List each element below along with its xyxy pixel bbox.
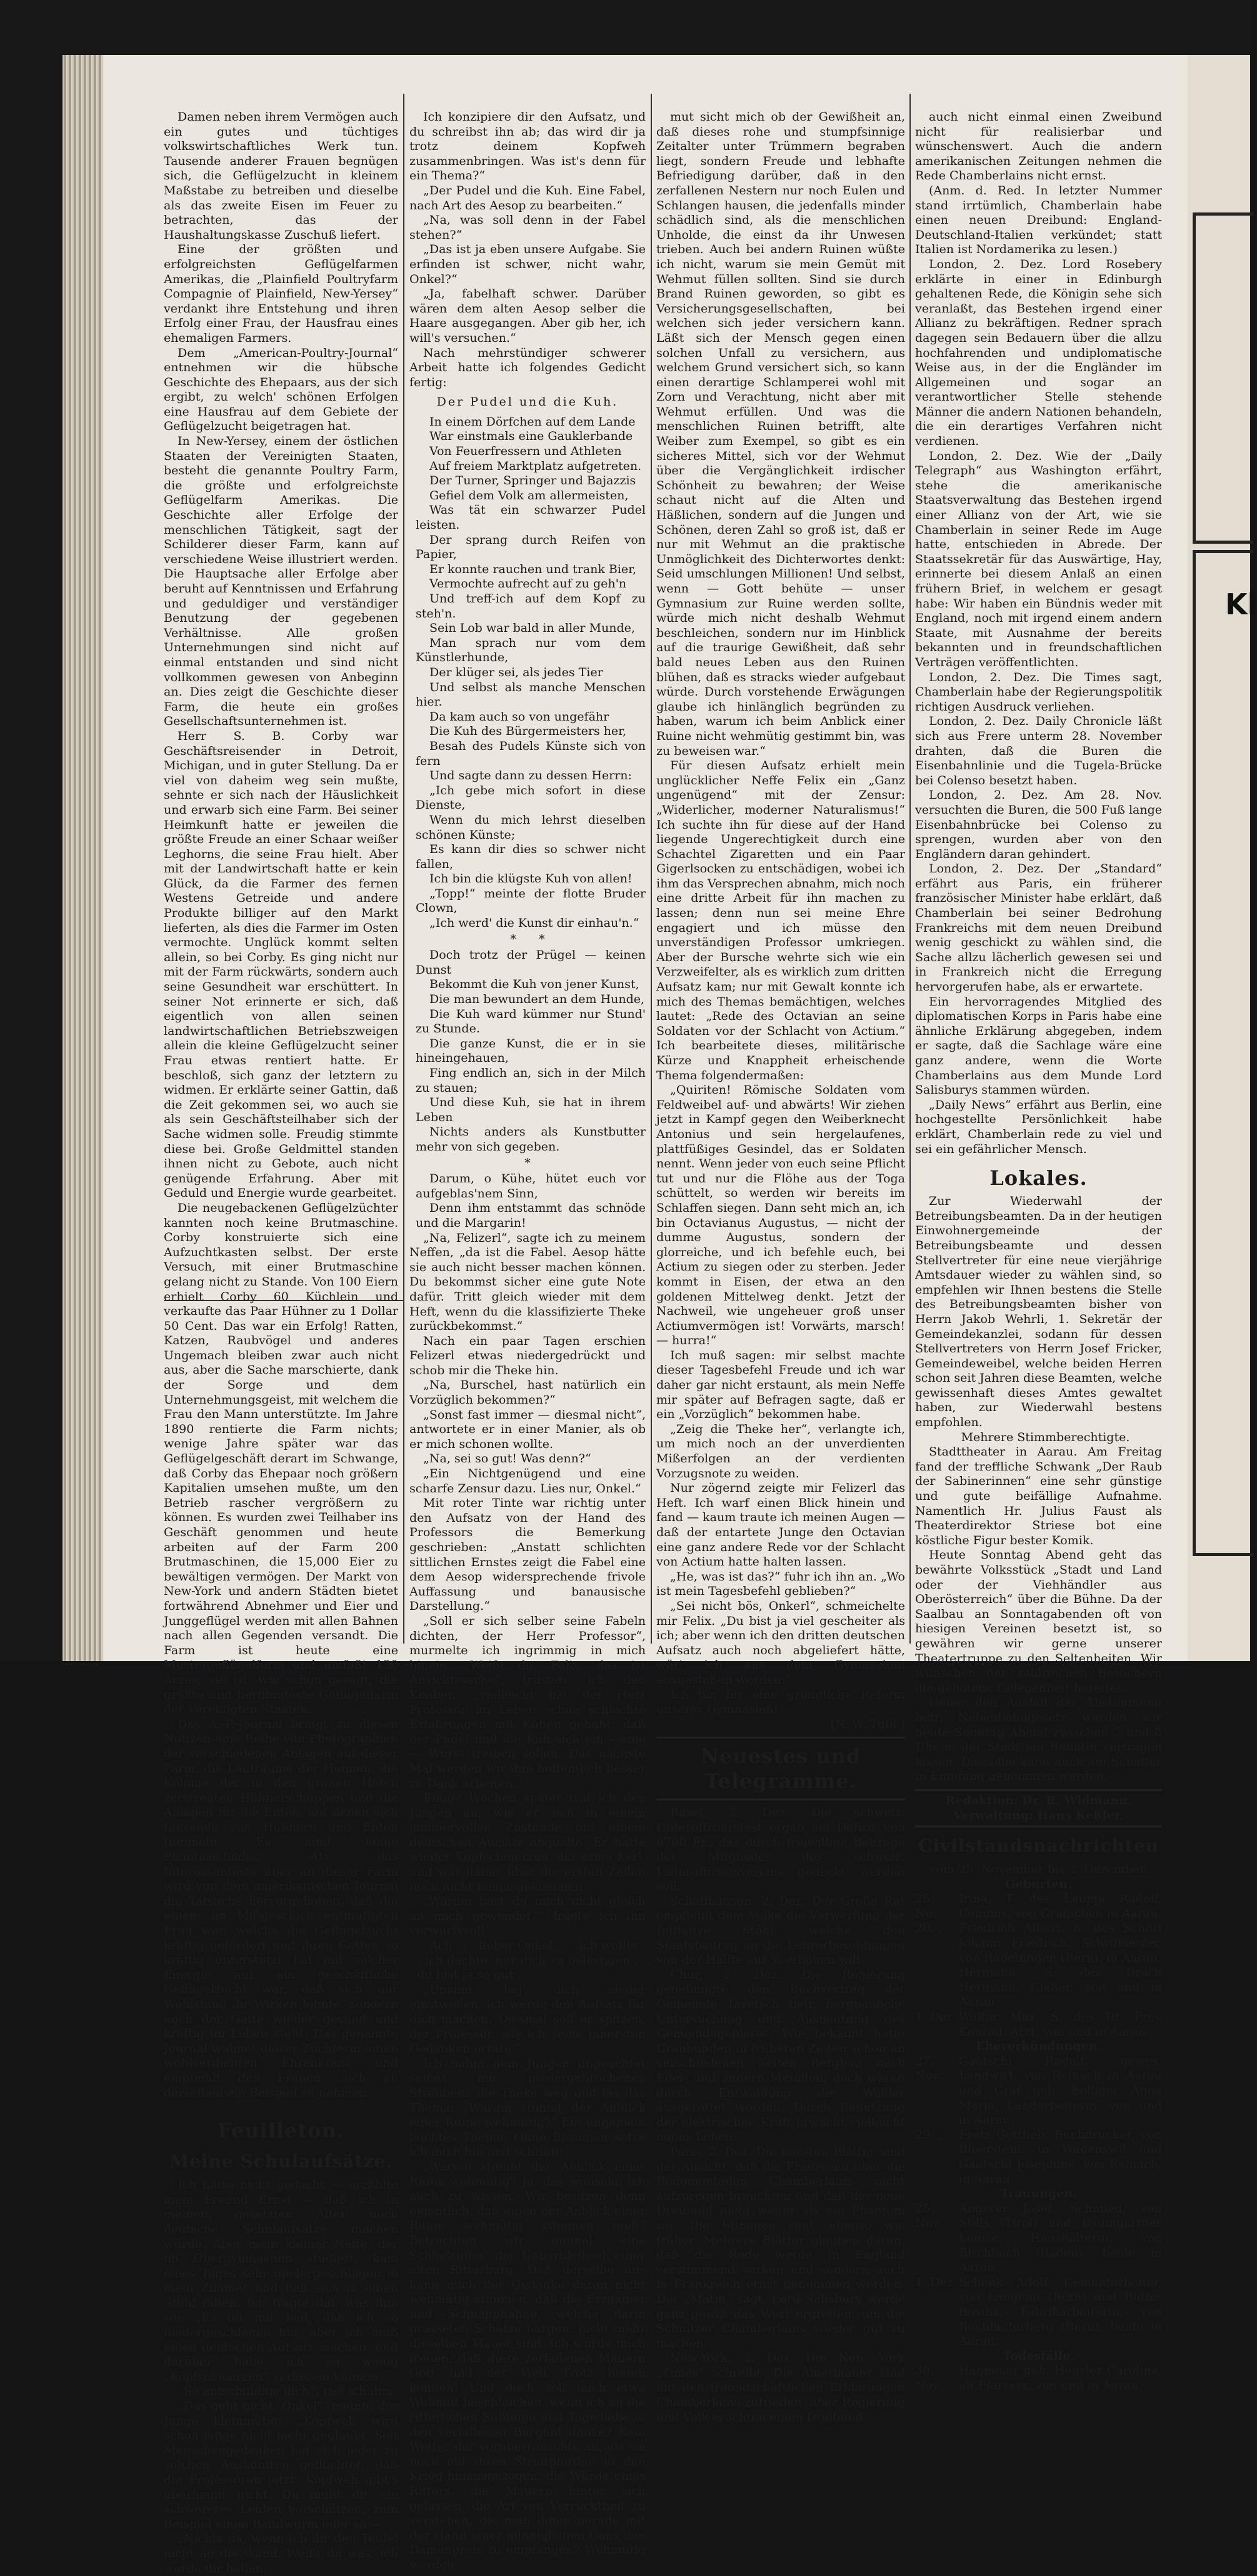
civil-text: Schenk Adolf, Cementarbeiter, von Langnau (Bern) und Butler Rosina, Fabrikarbeiterin, von Buchholterberg (Bern), beide in Aarau. bbox=[959, 2275, 1162, 2349]
marriage-announcements-heading: Eheverkündungen. bbox=[975, 2039, 1102, 2054]
poem-line: Die Kuh des Bürgermeisters her, bbox=[429, 724, 627, 739]
civil-date: 27. Nov. bbox=[915, 2054, 942, 2083]
paragraph: Eine der größten und erfolgreichsten Geflügelfarmen Amerikas, die „Plainfield Poultryfarm Compagnie of Plainfield, New-Yersey“ verdankt ihre Entstehung und ihren Erfolg einer Frau, der Hausfrau eines ehemaligen Farmers. bbox=[164, 242, 398, 345]
paragraph: Nach mehrstündiger schwerer Arbeit hatte ich folgendes Gedicht fertig: bbox=[409, 346, 646, 389]
civil-entry bbox=[915, 2364, 1162, 2393]
poem-line: „Ich werd' die Kunst dir einhau'n.“ bbox=[429, 916, 639, 931]
poem-line: Da kam auch so von ungefähr bbox=[429, 709, 609, 724]
paragraph: Ich konzipiere dir den Aufsatz, und du schreibst ihn ab; das wird dir ja trotz deinem Kopfweh zusammenbringen. Was ist's denn für ein Thema?“ bbox=[409, 110, 646, 183]
civil-entry bbox=[915, 2010, 1162, 2039]
paragraph: Dem „American-Poultry-Journal“ entnehmen wir die hübsche Geschichte des Ehepaars, aus der sich ergibt, zu welch' schönen Erfolgen eine Hausfrau auf dem Gebiete der Geflügelzucht beigetragen hat. bbox=[164, 346, 398, 434]
paragraph: „Das ist ja eben unsere Aufgabe. Sie erfinden ist schwer, nicht wahr, Onkel?“ bbox=[409, 242, 646, 286]
news-item: London, 2. Dez. Lord Rosebery erklärte in einer in Edinburgh gehaltenen Rede, die Königin sehe sich veranlaßt, das Bestehen irgend einer Allianz zu bekräftigen. Redner sprach dagegen sein Bedauern über die allzu hochfahrenden und undiplomatische Weise aus, in der die Engländer im Allgemeinen und sogar an verantwortlicher Stelle stehende Männer die andern Nationen behandeln, die ein derartiges Verfahren nicht verdienen. bbox=[915, 257, 1162, 449]
editor-line: Redaktion: Dr. R. Widmann. bbox=[945, 1793, 1132, 1807]
news-item: London, 2. Dez. Wie der „Daily Telegraph“ aus Washington erfährt, stehe die amerikanische Staatsverwaltung das Bestehen irgend einer Allianz von der Art, wie sie Chamberlain in seiner Rede im Auge hatte, entschieden in Abrede. Der Staatssekretär für das Auswärtige, Hay, erinnerte bei diesem Anlaß an einen frühern Brief, in welchem er gesagt habe: Wir haben ein Bündnis weder mit England, noch mit irgend einem andern Staate, mit Ausnahme der bereits bekannten und in freundschaftlichen Verträgen veröffentlichten. bbox=[915, 449, 1162, 669]
poem-line: Besah des Pudels Künste sich von fern bbox=[416, 739, 646, 768]
paragraph: „Nichts da; wenn ich dir den Teufel nicht an die Wand. Weißt du was, ich werde dir helfen. bbox=[164, 2532, 398, 2575]
news-item: Paris, 2. Dez. Die meisten Blätter sind der Ansicht, daß die Franzosen über die Rodomontaden Chamberlains nicht aufzuregen brauchten und daß der neue Dreibund nicht weiter als ein Phantom sei. Die Stimmen sind, ebenso wie früher. Mehrere Blätter glauben daran, daß die Rede werde in England verstimmend wirken und sondern auch in Frankreich ernst genommen werden. Der „Matin“ sagt, Lord Salisbury werde ganz gewiß das Wort ergreifen, um die Schnitzer Chamberlains wieder gut zu machen. bbox=[656, 2144, 905, 2350]
civil-text: Irma, T. des Läuppi Rudolf, Commis, von Gränichen in Aarau. bbox=[959, 1892, 1162, 1920]
civil-date: 1. Dez. bbox=[915, 2275, 957, 2289]
civil-entry bbox=[915, 2128, 1162, 2187]
news-item: auch nicht einmal einen Zweibund nicht für realisierbar und wünschenswert. Auch die andern amerikanischen Zeitungen nehmen die Rede Chamberlains nicht ernst. bbox=[915, 110, 1162, 183]
poem-line: Es kann dir dies so schwer nicht fallen, bbox=[416, 842, 646, 871]
local-signature: Mehrere Stimmberechtigte. bbox=[961, 1430, 1130, 1444]
poem-title: Der Pudel und die Kuh. bbox=[436, 395, 619, 409]
poem-line: Der klüger sei, als jedes Tier bbox=[429, 665, 603, 679]
feuilleton-heading: Feuilleton. bbox=[218, 2119, 344, 2143]
weddings-heading: Trauungen. bbox=[1000, 2187, 1077, 2201]
news-item: London, 2. Dez. Am 28. Nov. versuchten die Buren, die 500 Fuß lange Eisenbahnbrücke bei Colenso zu sprengen, wurden aber von den Engländern daran gehindert. bbox=[915, 788, 1162, 861]
next-page-word: Kl bbox=[1225, 587, 1257, 621]
paragraph: Ich nahm dem Jungen ungeachtet seines mir niedergebrochenen Sträubens die Theke weg und las das Thema: „Warum stimmt der Anblick einer Ruine wehmütig?“ Ein ungemein leichtes Thema. Ohne Besinnen setze ich mich hin und schrieb: bbox=[409, 2056, 646, 2159]
paragraph: Ich muß sagen: mir selbst machte dieser Tagesbefehl Freude und ich war daher gar nicht erstaunt, als mein Neffe mir später auf Befragen sagte, daß er ein „Vorzüglich“ bekommen habe. bbox=[656, 1348, 905, 1422]
poem-line: Und sagte dann zu dessen Herrn: bbox=[429, 769, 632, 783]
news-item: „Daily News“ erfährt aus Berlin, eine hochgestellte Persönlichkeit habe erklärt, Chamberlain rede zu viel und sei ein gefährlicher Mensch. bbox=[915, 1097, 1162, 1156]
paragraph: Das A.-P.-Journal bringt zu diesen Notizen eine Reihe von Photographien der verschiedenen Anlagen auf dieser Farm, die Laufräume der Hennen, die Kolonie der in den großen Höfen zerstreuten Hühnerschuppen und die Anlagen für die Enten, auf denen sich tausende von Hühnern und Enten tummeln. Es sind keine Phantasiebilder. Als das Interessanteste aber an dieser Farm wird von dem amerikanischen Journal die Tatsache hervorgehoben, daß die einem im Mißgeschick entmutigten Frau war, welche die Geflügelzucht kräftig gefördert und ihren Gatten so kräftig unterstützt hat mit solcher Energie auf ein geschäftliche Geflügelzucht war, daß sich nur Wohlstand ihr Wirken lohnte, sondern auch der Gatte wieder gesund und kräftig im Leben steht. Das genannte Journal widmet dieser Züchterin einen wohlverdienten Ehrenkranz und empfiehlt den Frauen, sich an derselben ein Beispiel zu nehmen. bbox=[164, 1717, 398, 2100]
paragraph: Nach ein paar Tagen erschien Felizerl etwas niedergedrückt und schob mir die Theke hin. bbox=[409, 1334, 646, 1377]
paragraph: Mit roter Tinte war richtig unter den Aufsatz von der Hand des Professors die Bemerkung geschrieben: „Anstatt schlichten sittlichen Ernstes zeigt die Fabel eine dem Aesop widersprechende frivole Auffassung und banausische Darstellung.“ bbox=[409, 1496, 646, 1614]
poem-line: Die ganze Kunst, die er in sie hineingehauen, bbox=[416, 1036, 646, 1066]
poem-line: Doch trotz der Prügel — keinen Dunst bbox=[416, 948, 646, 977]
paragraph: „Soll er sich selber seine Fabeln dichten, der Herr Professor“, murmelte ich ingrimmig in mich hinein. „Weißt du, Felix, das ist Ansichtssache“, tröstete ich den Knaben, „vielleicht hat der Herr Professor im Leben schon schlechte Erfahrungen mit Kühen gehabt, daß der Pudel und die Kuh sich ein – eine — Wurst treiben sollen. Das nächste Mal werden wir ihm hoffentlich besser zu Dank arbeiten.“ bbox=[409, 1614, 646, 1790]
paragraph: „Unsinn, leg' dich nieder einstweilen, ich werde den Aufsatz für dich machen. Diesmal soll er spitzen, der Professor, wie ich seine innersten Gedanken errate.“ bbox=[409, 1982, 646, 2056]
news-item: Schaffhausen, 2. Dez. Der Große Rat empfiehlt dem Volke die Verwerfung der Initiative Stöhl, welche den Staatsbeitrag an die Lehrerbesoldungen von der Hälfte auf ¾ erhöhen will. bbox=[656, 1894, 905, 1967]
lokales-heading: Lokales. bbox=[989, 1166, 1088, 1191]
poem-line: Man sprach nur vom dem Künstlerhunde, bbox=[416, 636, 646, 665]
civil-date: 25. Nov. bbox=[915, 1892, 942, 1920]
civil-text: Fretz Gottlieb, Buchdrucker, von Biberstein, in Wädenswil und Gautschi Josephine, von Reinach, in Aarau. bbox=[959, 2127, 1162, 2186]
poem-line: Und selbst als manche Menschen hier. bbox=[416, 680, 646, 709]
civil-date: 25. Nov. bbox=[915, 2201, 942, 2230]
poem-line: In einem Dörfchen auf dem Lande bbox=[429, 414, 636, 429]
local-item: Stadttheater in Aarau. Am Freitag fand der treffliche Schwank „Der Raub der Sabinerinnen“ eine sehr günstige und gute beifällige Aufnahme. Namentlich Hr. Julius Faust als Theaterdirektor Striese bot eine köstliche Figur bester Komik. bbox=[915, 1445, 1162, 1547]
poem-line: Was tät ein schwarzer Pudel leisten. bbox=[416, 503, 646, 532]
civil-date: „ „ bbox=[915, 1965, 931, 1980]
paragraph: „Na, sei so gut! Was denn?“ bbox=[423, 1452, 591, 1466]
poem-line: Ich bin die klügste Kuh von allen! bbox=[429, 872, 633, 886]
paragraph: „Quiriten! Römische Soldaten vom Feldweibel auf- und abwärts! Wir ziehen jetzt in Kampf gegen den Weiberknecht Antonius und sein hergelaufenes, plattfüßiges Gesindel, das er Soldaten nennt. Wenn jeder von euch seine Pflicht tut und nur die Flöhe aus der Toga schüttelt, so werden wir bereits im Schlaffen siegen. Dann seht mich an, ich bin Octavianus Augustus, — nicht der dumme Augustus, sondern der glorreiche, und ich befehle euch, bei Actium zu siegen oder zu sterben. Jeder kommt in Eisen, der etwa an den goldenen Mittelweg denkt. Jetzt der Nachweil, wie ungeheuer groß unser Actiumvermögen ist! Vorwärts, marsch! — hurra!“ bbox=[656, 1083, 905, 1348]
stanza-divider: * bbox=[524, 1156, 531, 1170]
paragraph: „Ja, fabelhaft schwer. Darüber wären dem alten Aesop selber die Haare ausgegangen. Aber gib her, ich will's versuchen.“ bbox=[409, 287, 646, 345]
paragraph: Die neugebackenen Geflügelzüchter kannten noch keine Brutmaschine. Corby konstruierte sich eine Aufzuchtkasten selbst. Der erste Versuch, mit einer Brutmaschine gelang nicht zu Stande. Von 100 Eiern erhielt Corby 60 Küchlein und verkaufte das Paar Hühner zu 1 Dollar 50 Cent. Das war ein Erfolg! Ratten, Katzen, Raubvögel und anderes Ungemach bleiben zwar auch nicht aus, aber die Sache marschierte, dank der Sorge und dem Unternehmungsgeist, mit welchem die Frau den Mann unterstützte. Im Jahre 1890 rentierte die Farm nichts; wenige Jahre später war das Geflügelgeschäft derart im Schwange, daß Corby das Ehepaar noch größern Kapitalien umsehen mußte, um den Betrieb rascher vergrößern zu können. Es wurden zwei Teilhaber ins Geschäft genommen und heute arbeiten auf der Farm 200 Brutmaschinen, die 15,000 Eier zu bewältigen vermögen. Der Markt von New-York und andern Städten bietet fortwährend Abnehmer und Eier und Junggeflügel werden mit allen Bahnen nach allen Gegenden versandt. Die Farm ist heute eine Mustergeflügelfarm und umfaßt 130 Acres; sie ist, wie schon gesagt, die größte und berühmteste Geflügelfarm der Vereinigten Staaten. bbox=[164, 1201, 398, 1717]
poem-line: Die man bewundert an dem Hunde, bbox=[429, 992, 645, 1007]
news-heading-box bbox=[656, 1737, 905, 1800]
civil-text: Gautschi Rudolf, gewes. Landwirt, von Reinach in Aarau und Graf geb. Bolliger Anna Maria, Landarbeiterin, von und in Aarau. bbox=[959, 2054, 1162, 2127]
paragraph: Nur zögernd zeigte mir Felizerl das Heft. Ich warf einen Blick hinein und fand — kaum traute ich meinen Augen — daß der entartete Junge den Octavian eine ganz andere Rede vor der Schlacht von Actium hatte halten lassen. bbox=[656, 1481, 905, 1569]
poem-line: „Topp!“ meinte der flotte Bruder Clown, bbox=[416, 886, 646, 916]
paragraph: „Das geht nicht, Onkel“, meinte der Junge kleinmütig; „Kopfweh wird schon lange nicht mehr geglaubt. Seit Menschengedenken hat sich jeder zu solchen Auskünften geflüchtet, daß die Professoren jetzt: Kopfweh gibt's überhaupt nicht. Du mußt dir ein schwereres Leiden vorschützen, zum Beispiel einen Bandwurm oder so — bbox=[164, 2399, 398, 2531]
column-2 bbox=[409, 110, 646, 2573]
poem-line: Er konnte rauchen und trank Bier, bbox=[429, 562, 637, 576]
paragraph: Ich bin für eine gründliche Reform unserer Gymnasien! bbox=[656, 1687, 905, 1717]
paragraph: „Warum hast du mich nicht gleich an mich gewendet?“ fragte ich ihn vorwurfsvoll. bbox=[409, 1894, 646, 1938]
column-rule bbox=[403, 94, 404, 1644]
civil-entry bbox=[915, 2275, 1162, 2349]
poem-line: Gefiel dem Volk am allermeisten, bbox=[429, 488, 629, 502]
civil-entry bbox=[915, 2054, 1162, 2128]
paragraph: „Ein Nichtgenügend und eine scharfe Zensur dazu. Lies nur, Onkel.“ bbox=[409, 1467, 646, 1495]
paragraph: Einige Wochen später traf ich den Jungen an, wie er sich in einem jammervollen Zustande mit einem deutschen Aufsatz abquälte. Er hatte wieder Kopfschmerzen, der arme Kerl, und war daher über die ersten Zeilen noch nicht hinausgekommen. bbox=[409, 1791, 646, 1894]
civil-entry bbox=[915, 1921, 1162, 1965]
poem-line: Wenn du mich lehrst dieselben schönen Künste; bbox=[416, 812, 646, 842]
poem-line: Sein Lob war bald in aller Munde, bbox=[429, 621, 635, 636]
news-item: New-York, 2. Dez. Die New York „Times“ schreibt: Die Amerikaner sind mit den freundschaftlichen Erklärungen Chamberlains zufrieden, aber Regierung und Volk erachten einen Dreibund bbox=[656, 2351, 905, 2424]
civil-text: Walter Max, S. des Dr. Frey Konrad, Arzt, von und in Aarau. bbox=[959, 2010, 1162, 2039]
news-item: Basel, 2. Dez. Die schweiz. Unteroffiziersfest ergab ein Defizit von 8700 Fr., das durch freiwillige Beiträge der Mitglieder des schweiz. Unteroffiziersvereins gedeckt werden soll. bbox=[656, 1805, 905, 1894]
poem-line: Nichts anders als Kunstbutter mehr von sich gegeben. bbox=[416, 1125, 646, 1154]
paragraph: Ich hätte nicht gedacht — erzählte mein Freund Ernst — daß ich in meinem gesetzten Alter noch deutsche Schulaufsätze machen würde. Aber mein kleiner Neffe, der im Obergymnasium studiert, kam eines Tages sehr niedergeschlagen in mein Zimmer und ließ sich in einen Stuhl fallen. Ich fragte ihn, was ihm sei. „Es tut mir leid, daß ich so niedergeschlagen bin, aber ich muß einen deutschen Aufsatz machen, und darüber habe ich so wenig „Kopfschmerzen“ verlassen können. bbox=[164, 2178, 398, 2384]
source-signature: (N. W. Tgbl.) bbox=[830, 1717, 905, 1731]
civil-entry bbox=[915, 1965, 1162, 2010]
poem-line: Denn ihm entstammt das schnöde und die Margarin! bbox=[416, 1201, 646, 1230]
poem-line: Auf freiem Marktplatz aufgetreten. bbox=[429, 459, 642, 473]
poem-line: Bekommt die Kuh von jener Kunst, bbox=[429, 977, 639, 992]
civil-date: 30. Nov. bbox=[915, 2364, 942, 2392]
column-rule bbox=[909, 94, 911, 1644]
paragraph: mut sicht mich ob der Gewißheit an, daß dieses rohe und stumpfsinnige Zeitalter unter Trümmern begraben liegt, sondern Freude und lebhafte Befriedigung darüber, daß in den zerfallenen Nestern nur noch Eulen und Schlangen hausen, die jedenfalls minder schädlich sind, als die menschlichen Unholde, die einst da ihr Unwesen trieben. Auch bei andern Ruinen wüßte ich nicht, warum sie mein Gemüt mit Wehmut füllen sollten. Sind sie durch Brand Ruinen geworden, so gibt es Versicherungsgesellschaften, bei welchen sich jeder versichern kann. Läßt sich der Mensch gegen einen solchen Unfall zu versichern, aus welchem Grund versichert sich, so kann einen derartige Schlamperei wohl mit Zorn und Verachtung, nicht aber mit Wehmut erfüllen. Und was die menschlichen Ruinen betrifft, alte Weiber zum Exempel, so gibt es ein sicheres Mittel, sich vor der Wehmut über die Vergänglichkeit irdischer Schönheit zu bewahren; der Weise schaut nicht auf die Alten und Häßlichen, sondern auf die Jungen und Schönen, deren Zahl so groß ist, daß er nur mit Wehmut an die praktische Unmöglichkeit des Dichterwortes denkt: Seid umschlungen Millionen! Und selbst, wenn — Gott behüte — unser Gymnasium zur Ruine werden sollte, würde mich nicht deshalb Wehmut beschleichen, sondern nur im Hinblick auf die traurige Gewißheit, daß sehr bald neues Leben aus den Ruinen blühen, daß es stracks wieder aufgebaut würde. Durch vorstehende Erwägungen glaube ich hinlänglich begründen zu haben, warum ich beim Anblick einer Ruine nicht wehmütig gestimmt bin, was zu beweisen war.“ bbox=[656, 110, 905, 758]
deaths-heading: Todesfälle. bbox=[1003, 2349, 1074, 2363]
poem-line: Von Feuerfressern und Athleten bbox=[429, 444, 622, 459]
poem-line: War einstmals eine Gauklerbande bbox=[429, 429, 633, 444]
civil-date: 26. „ bbox=[915, 1921, 944, 1935]
stanza-divider: * * bbox=[510, 932, 545, 946]
local-item: Heute Sonntag Abend geht das bewährte Volksstück „Stadt und Land oder der Viehhändler aus Oberösterreich“ über die Bühne. Da der Saalbau an Sonntagabenden oft von hiesigen Vereinen besetzt ist, so gewähren wir gerne unserer Theatertruppe zu den Seltenheiten. Wir wünschen der zahlreichen Besuchern die gebotene Gelegenheit bereitet. bbox=[915, 1548, 1162, 1695]
local-item: Zur Wiederwahl der Betreibungsbeamten. Da in der heutigen Einwohnergemeinde der Betreibungsbeamte und dessen Stellvertreter für eine neue vierjährige Amtsdauer wieder zu wählen sind, so empfehlen wir Ihnen bestens die Stelle des Betreibungsbeamten bisher von Herrn Jakob Wehrli, 1. Sekretär der Gemeindekanzlei, sodann für dessen Stellvertreters von Herrn Josef Fricker, Gemeindeweibel, welche beiden Herren schon seit Jahren diese Beamten, welche gewissenhaft dieses Amtes gewaltet haben, zur Wiederwahl bestens empfohlen. bbox=[915, 1194, 1162, 1430]
column-1 bbox=[164, 110, 398, 2576]
administration-line: Verwaltung: Hans Keßler. bbox=[953, 1808, 1124, 1822]
editorial-box bbox=[915, 1789, 1162, 1827]
next-page-ad-frame-2 bbox=[1193, 550, 1253, 1556]
news-item: London, 2. Dez. Die Times sagt, Chamberlain habe der Regierungspolitik richtigen Ausdruck verliehen. bbox=[915, 670, 1162, 714]
paragraph: In New-Yersey, einem der östlichen Staaten der Vereinigten Staaten, besteht die genannte Poultry Farm, die größte und erfolgreichste Geflügelfarm Amerikas. Die Geschichte aller Erfolge der menschlichen Tätigkeit, sagt der Schilderer dieser Farm, kann auf verschiedene Weise illustriert werden. Die Hauptsache aller Erfolge aber beruht auf Kenntnissen und Erfahrung und geduldiger und verständiger Benutzung der gegebenen Verhältnisse. Alle großen Unternehmungen sind nicht auf einmal entstanden und sind nicht vollkommen gewesen von Anbeginn an. Dies zeigt die Geschichte dieser Farm, die heute ein großes Gesellschaftsunternehmen ist. bbox=[164, 434, 398, 729]
column-rule bbox=[651, 94, 652, 1644]
civil-text: Hagnauer geb. Heusler Carolina, alt Pfarrers, von und in Aarau. bbox=[959, 2364, 1162, 2392]
poem-line: Vermochte aufrecht auf zu geh'n bbox=[429, 577, 627, 591]
poem-stanza-3 bbox=[409, 1172, 646, 1231]
poem-line: Und diese Kuh, sie hat in ihrem Leben bbox=[416, 1096, 646, 1124]
news-item: (Anm. d. Red. In letzter Nummer stand irrtümlich, Chamberlain habe einen neuen Dreibund: England-Deutschland-Italien verkündet; statt Italien ist Nordamerika zu lesen.) bbox=[915, 183, 1162, 257]
poem-stanza-2 bbox=[409, 948, 646, 1154]
civil-entry bbox=[915, 1892, 1162, 1921]
poem-line: Und treff-ich auf dem Kopf zu steh'n. bbox=[416, 592, 646, 621]
paragraph: „Der Pudel und die Kuh. Eine Fabel, nach Art des Aesop zu bearbeiten.“ bbox=[409, 183, 646, 212]
paragraph: „Sonst fast immer — diesmal nicht“, antwortete er in einer Manier, als ob er mich schonen wollte. bbox=[409, 1407, 646, 1451]
poem-line: Darum, o Kühe, hütet euch vor aufgeblas'nem Sinn, bbox=[416, 1172, 646, 1201]
next-page-ad-frame bbox=[1193, 212, 1253, 544]
civil-text: Friedrich Albert, S. des Schori Johann Friedrich, Schriftsetzer, von Radelfingen (Bern), in Aarau. bbox=[959, 1921, 1162, 1965]
paragraph: „Na, Felizerl“, sagte ich zu meinem Neffen, „da ist die Fabel. Aesop hätte sie auch nicht besser machen können. Du bekommst sicher eine gute Note dafür. Tritt gleich wieder mit dem Heft, wenn du die klassifizierte Theke zurückbekommst.“ bbox=[409, 1231, 646, 1334]
paragraph: „Na, Burschel, hast natürlich ein Vorzüglich bekommen?“ bbox=[409, 1378, 646, 1407]
news-item: London, 2. Dez. Der „Standard“ erfährt aus Paris, ein früherer französischer Minister habe erklärt, daß Chamberlain bei seiner Bedrohung Frankreichs mit dem neuen Dreibund wenig geschickt zu wählen sind, die Sache allzu lächerlich gewesen sei und in Frankreich nicht die Erregung hervorgerufen habe, als er erwartete. bbox=[915, 862, 1162, 994]
poem-line: Fing endlich an, sich in der Milch zu stauen; bbox=[416, 1066, 646, 1095]
paragraph: „Na, was soll denn in der Fabel stehen?“ bbox=[409, 213, 646, 242]
poem-line: Der sprang durch Reifen von Papier, bbox=[416, 532, 646, 562]
local-item: Ueber den Ausfall der Abstimmung betr. Nebenbahngesetz werden wir heute Sonntag Abend zwischen 7 und 8 Uhr in der Stadt ein Bülletin vertragen lassen. Dasselbe kann auch am Schalter in Empfang genommen werden. bbox=[915, 1695, 1162, 1784]
news-item: London, 2. Dez. Daily Chronicle läßt sich aus Frere unterm 28. November drahten, daß die Buren die Eisenbahnlinie und die Tugela-Brücke bei Colenso besetzt haben. bbox=[915, 714, 1162, 787]
paragraph: „Sei nicht bös, Onkerl“, schmeichelte mir Felix. „Du bist ja viel gescheiter als ich; aber wenn ich den dritten deutschen Aufsatz auch noch abgeliefert hätte, wär' ich aus dem Gymnasium ausgestoßen worden.“ bbox=[656, 1599, 905, 1687]
poem-line: Die Kuh ward kümmer nur Stund' zu Stunde. bbox=[416, 1007, 646, 1036]
civil-entry bbox=[915, 2202, 1162, 2275]
civil-text: Angerer Josef, Schmied, von Stills (Tirol) und Baumgartner Louise, Haushälterin, von Birchbach (Baden), beide in Aarau. bbox=[959, 2201, 1162, 2275]
paragraph: „He, was ist das?“ fuhr ich ihn an. „Wo ist mein Tagesbefehl geblieben?“ bbox=[656, 1569, 905, 1599]
civil-text: Hermann, S. des Drack Hermann, Gießer, von und in Aarau. bbox=[959, 1965, 1162, 2009]
paragraph: „So entschuldige dich“, riet ich ihm. bbox=[178, 2384, 397, 2399]
paragraph: „Zeig die Theke her“, verlangte ich, um mich noch an der unverdienten Mißerfolgen an der verdienten Vorzugsnote zu weiden. bbox=[656, 1422, 905, 1480]
news-heading: Neuestes und Telegramme. bbox=[700, 1744, 861, 1794]
paragraph: Herr S. B. Corby war Geschäftsreisender in Detroit, Michigan, und in guter Stellung. Da er viel von daheim weg sein mußte, sehnte er sich nach der Häuslichkeit und erwarb sich eine Farm. Bei seiner Heimkunft hatte er jeweilen die größte Freude an einer Schaar weißer Leghorns, die seine Frau hielt. Aber mit der Landwirtschaft hatte er kein Glück, da die Farmer des fernen Westens Getreide und andere Produkte billiger auf den Markt lieferten, als dies die Farmer im Osten vermochte. Unglück kommt selten allein, so bei Corby. Es ging nicht nur mit der Farm rückwärts, sondern auch seine Gesundheit war erschüttert. In seiner Not erinnerte er sich, daß eigentlich von allen seinen landwirtschaftlichen Betriebszweigen allein die kleine Geflügelzucht seiner Frau etwas rentiert hatte. Er beschloß, sich ganz der letztern zu widmen. Er erklärte seiner Gattin, daß die Zeit gekommen sei, wo auch sie als sein Geschäftsteilhaber sich der Sache widmen solle. Freudig stimmte diese bei. Große Geldmittel standen ihnen nicht zu Gebote, auch nicht genügende Erfahrung. Aber mit Geduld und Energie wurde gearbeitet. bbox=[164, 729, 398, 1201]
civil-date: 29. „ bbox=[915, 2127, 944, 2142]
column-4 bbox=[915, 110, 1162, 2393]
poem-stanza-1 bbox=[409, 415, 646, 931]
poem-line: „Ich gebe mich sofort in diese Dienste, bbox=[416, 783, 646, 812]
news-item: Ein hervorragendes Mitglied des diplomatischen Korps in Paris habe eine ähnliche Erklärung abgegeben, indem er sagte, daß die Sachlage wäre eine ganz andere, wenn die Worte Chamberlains aus dem Munde Lord Salisburys stammen würden. bbox=[915, 994, 1162, 1097]
paragraph: Damen neben ihrem Vermögen auch ein gutes und tüchtiges volkswirtschaftliches Werk tun. Tausende anderer Frauen begnügen sich, die Geflügelzucht in kleinem Maßstabe zu betreiben und dieselbe als das zweite Eisen im Feuer zu betrachten, das der Haushaltungskasse Zuschuß liefert. bbox=[164, 110, 398, 242]
paragraph: Für diesen Aufsatz erhielt mein unglücklicher Neffe Felix ein „Ganz ungenügend“ mit der Zensur: „Widerlicher, moderner Naturalismus!“ Ich suchte ihn für diese auf der Hand liegende Ungerechtigkeit durch eine Schachtel Zigaretten und ein Paar Gigerlsocken zu entschädigen, wobei ich ihm das Versprechen abnahm, mich noch eine dritte Arbeit für ihn machen zu lassen; denn nun sei meine Ehre engagiert und ich müsse den unverständigen Professor umkriegen. Aber der Bursche wehrte sich wie ein Verzweifelter, als es wirklich zum dritten Aufsatz kam; nur mit Gewalt konnte ich mich des Themas bemächtigen, welches lautet: „Rede des Octavian an seine Soldaten vor der Schlacht von Actium.“ Ich bearbeitete dieses, militärische Kürze und Knappheit erheischende Thema folgendermaßen: bbox=[656, 759, 905, 1082]
civil-date: 1. Dez. bbox=[915, 2010, 957, 2024]
paragraph: „Warum stimmt der Anblick einer Ruine wehmütig? Ja, das wünsche ich auch zu wissen. Wir besitzen denn eigentlich, daß einen der Anblick einer Ruine wehmütig stimmen muß? Betrachten wir einmal eine Schloßruine, die Ueberbleibsel einer alten Ritterburg. Daß derselbe uns kann mich der Gedanke daran nicht wehmütig stimmen, daß die Erzgamer und Schnapphähne, welche darin prasseten Schätze bargen, nicht mehr dieselben Mauer sind. Ich würde mich freuen, daß diese zerfallenen Mauern Gott und der Welt Trotz bieten können! Und doch soll mich etwa Wehmut beschleichen, wenn ich an die ritterlichen Süßlinge und Tagediebe in den verfallenen Burghof denke? Kein Wetter der vorüberrauschte an, als sie noch mit ihren Streitpferden in den Krieg hinausgezogen, die Würde eines Ritters, die Mauern hinter sich gelassen, die Art von Verrücktheit zu verstehen, die man ihnen gerade mit der Hand einer minniglichen Gans den Damenpreis zu empfangen? Wehmütig werden bbox=[409, 2159, 646, 2572]
news-item: Chur, 2. Dez. Die Regierung genehmigte den Buchvertrag der Gemeinde Tavetsch betr. bergbauliche Untersuchung und Ausbeutung des Gemeindegebietes. Wie bekannt hatte Graubünden in früheren Zeiten schon an verschiedenen Seiten Bergbau nach Edel- und andern Metallen, doch waren durch Entwaldung die Wälder ausgerottet worden. Durch Benützung der elektrischen Kraft erwacht vielleicht neues Leben. bbox=[656, 1967, 905, 2144]
births-heading: Geburten. bbox=[1005, 1877, 1072, 1891]
column-3 bbox=[656, 110, 905, 2425]
story-title: Meine Schulaufsätze. bbox=[169, 2151, 393, 2172]
civil-heading: Civilstandsnachrichten bbox=[918, 1835, 1159, 1857]
book-page-edges bbox=[63, 55, 105, 1661]
paragraph: „Ach . . . lieber Onkel . . . ich wollte . . . ich dachte, nur dich zu belästigen . . . du bist ja so gut . . . bbox=[409, 1939, 646, 1982]
poem-line: Der Turner, Springer und Bajazzis bbox=[429, 474, 636, 488]
civil-date-range: vom 25. November bis 2. Dezember. bbox=[929, 1862, 1148, 1877]
